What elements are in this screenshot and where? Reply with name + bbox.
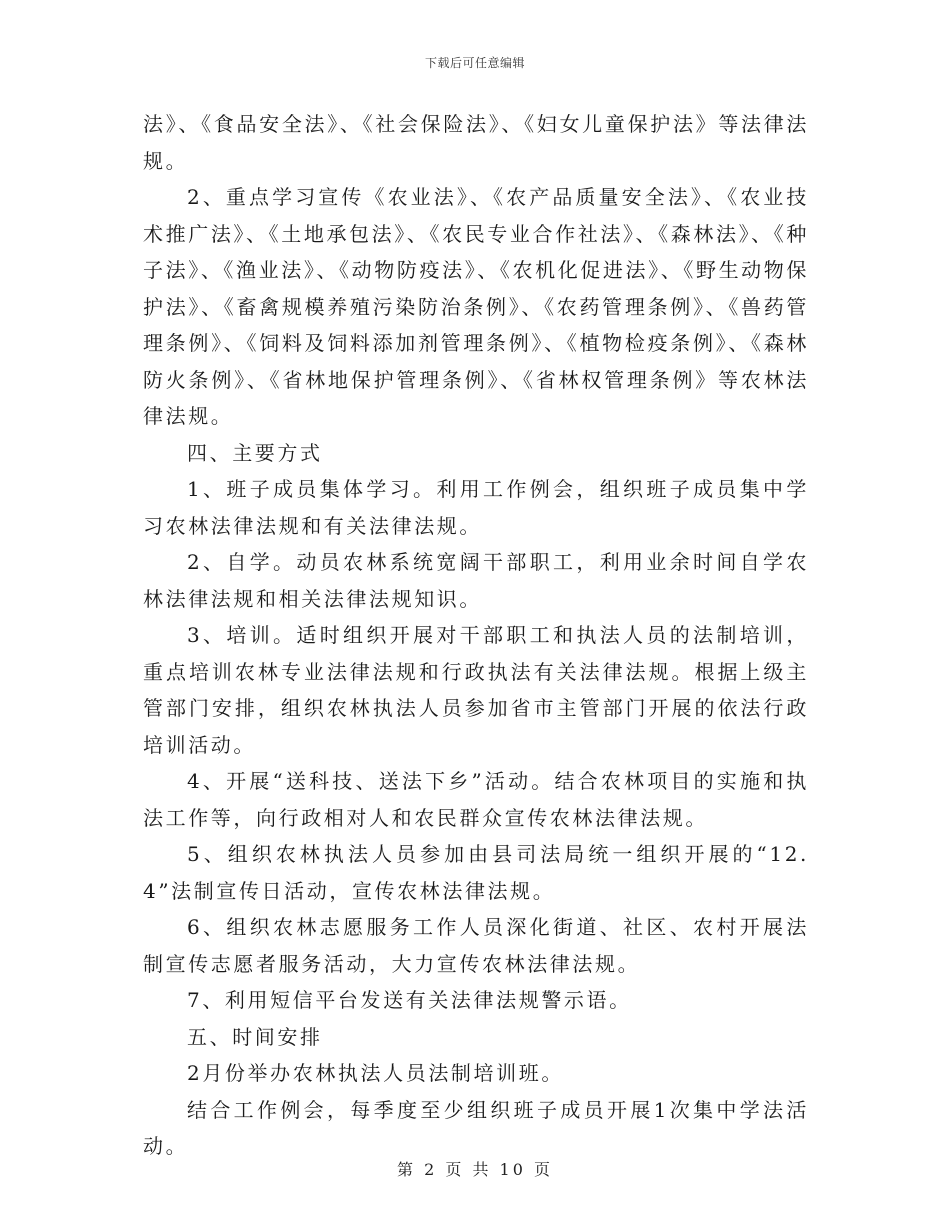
page-header-note: 下载后可任意编辑: [424, 56, 525, 70]
paragraph-method-5: 5、组织农林执法人员参加由县司法局统一组织开展的“12.4”法制宣传日活动，宣传农林法律法规。: [143, 842, 809, 903]
page-number: 第 2 页 共 10 页: [397, 1160, 553, 1179]
paragraph-method-3: 3、培训。适时组织开展对干部职工和执法人员的法制培训，重点培训农林专业法律法规和行政执法有关法律法规。根据上级主管部门安排，组织农林执法人员参加省市主管部门开展的依法行政培训活动。: [143, 623, 809, 757]
paragraph-method-7: 7、利用短信平台发送有关法律法规警示语。: [187, 988, 632, 1012]
section-heading-main-methods: 四、主要方式: [187, 440, 323, 465]
paragraph-method-1: 1、班子成员集体学习。利用工作例会，组织班子成员集中学习农林法律法规和有关法律法规。: [143, 477, 809, 538]
paragraph-method-2: 2、自学。动员农林系统宽阔干部职工，利用业余时间自学农林法律法规和相关法律法规知识。: [143, 550, 809, 611]
paragraph-method-6: 6、组织农林志愿服务工作人员深化街道、社区、农村开展法制宣传志愿者服务活动，大力宣传农林法律法规。: [143, 915, 809, 976]
paragraph-law-list-end: 法》、《食品安全法》、《社会保险法》、《妇女儿童保护法》等法律法规。: [143, 112, 809, 173]
paragraph-schedule-2: 结合工作例会，每季度至少组织班子成员开展1次集中学法活动。: [143, 1097, 809, 1158]
paragraph-method-4: 4、开展“送科技、送法下乡”活动。结合农林项目的实施和执法工作等，向行政相对人和农民群众宣传农林法律法规。: [143, 769, 809, 830]
paragraph-key-laws: 2、重点学习宣传《农业法》、《农产品质量安全法》、《农业技术推广法》、《土地承包法》、《农民专业合作社法》、《森林法》、《种子法》、《渔业法》、《动物防疫法》、《农机化促进法》、《野生动物保护法》、《畜禽规模养殖污染防治条例》、《农药管理条例》、《兽药管理条例》、《饲料及饲料添加剂管理条例》、《植物检疫条例》、《森林防火条例》、《省林地保护管理条例》、《省林权管理条例》等农林法律法规。: [143, 185, 809, 428]
paragraph-schedule-1: 2月份举办农林执法人员法制培训班。: [187, 1061, 564, 1085]
document-body: [143, 106, 809, 1165]
section-heading-schedule: 五、时间安排: [187, 1024, 323, 1049]
